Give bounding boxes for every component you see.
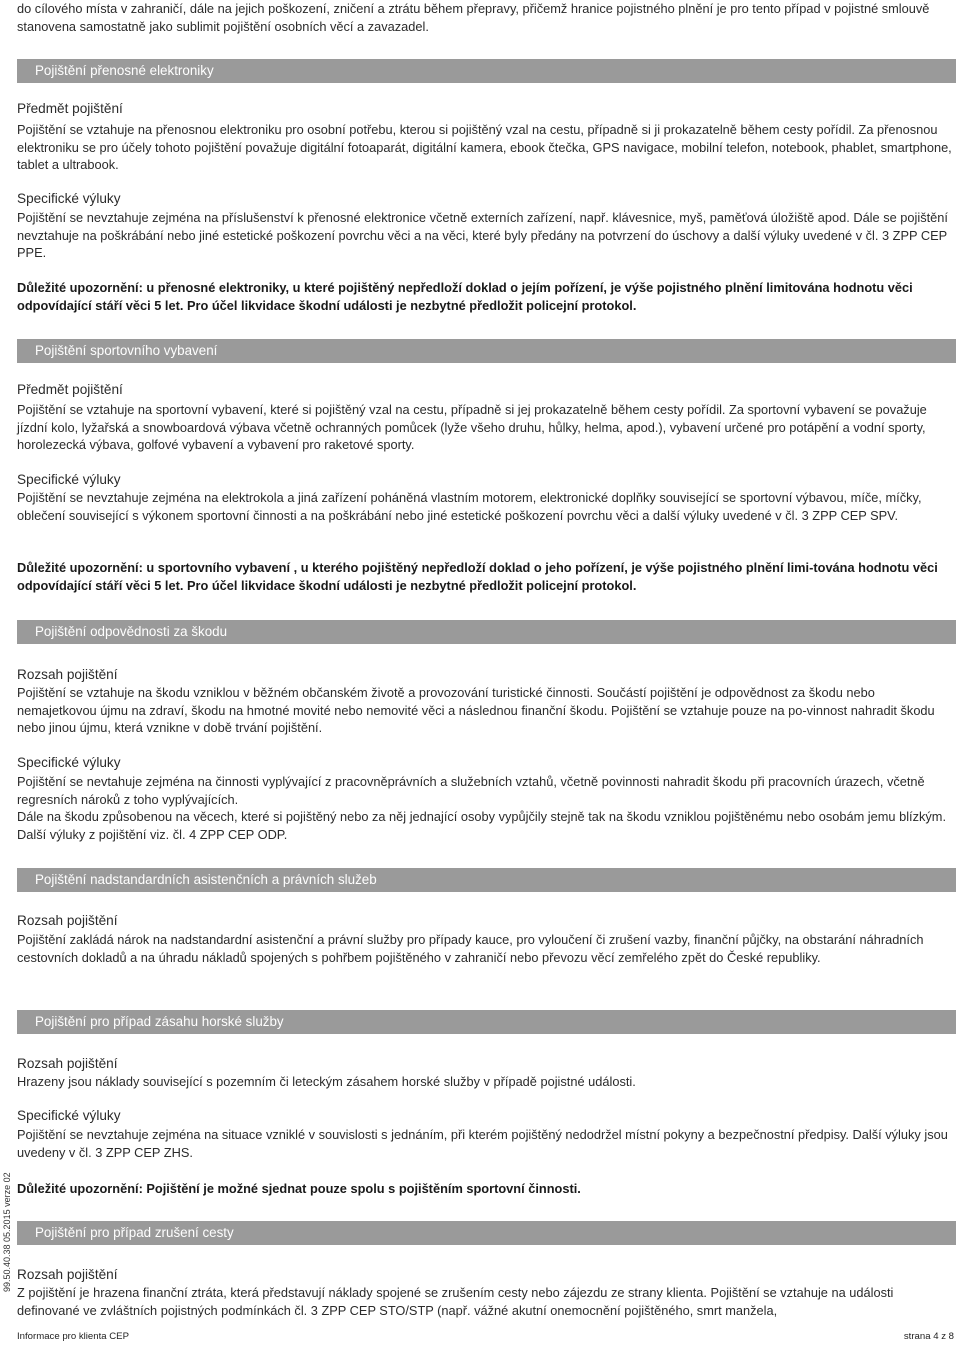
exclusions-text2-liability: Dále na škodu způsobenou na věcech, které si pojištěný nebo za něj jednající osoby vypůjčily stejně tak na škodu vzniklou pojištěnému nebo osobám jemu blízkým. Další výluky z pojištění viz. čl. 4 ZPP CEP ODP. — [17, 809, 947, 842]
scope-title-assistance: Rozsah pojištění — [17, 913, 118, 928]
section-header-electronics: Pojištění přenosné elektroniky — [17, 59, 956, 83]
notice-label: Důležité upozornění: — [17, 560, 143, 575]
notice-electronics — [17, 279, 955, 314]
notice-sports — [17, 559, 955, 594]
section-header-mountain: Pojištění pro případ zásahu horské služby — [17, 1010, 956, 1034]
section-header-sports: Pojištění sportovního vybavení — [17, 339, 956, 363]
exclusions-text-liability: Pojištění se nevtahuje zejména na činnosti vyplývající z pracovněprávních a služebních vztahů, včetně povinnosti nahradit škodu při pracovních úrazech, včetně regresních nároků z toho vyplývajících. — [17, 774, 925, 807]
scope-text-cancellation: Z pojištění je hrazena finanční ztráta, která představují náklady spojené se zrušením cesty nebo zájezdu ze strany klienta. Pojištění se vztahuje na události definované ve zvláštních pojistných podmínkách čl. 3 ZPP CEP STO/STP (např. vážné akutní onemocnění pojištěného, smrt manžela, — [17, 1285, 894, 1318]
subject-text-electronics: Pojištění se vztahuje na přenosnou elektroniku pro osobní potřebu, kterou si pojištěný vzal na cestu, případně si ji prokazatelně během cesty pořídil. Za přenosnou elektroniku se pro účely tohoto pojištění považuje digitální fotoaparát, digitální kamera, ebook čtečka, GPS navigace, mobilní telefon, notebook, phablet, smartphone, tablet a ultrabook. — [17, 122, 952, 172]
section-header-assistance: Pojištění nadstandardních asistenčních a právních služeb — [17, 868, 956, 892]
exclusions-text-sports: Pojištění se nevztahuje zejména na elektrokola a jiná zařízení poháněná vlastním motorem, elektronické doplňky související se sportovní výbavou, míče, míčky, oblečení související s výkonem sportovní činnosti a na poškrábání nebo jiné estetické poškození povrchu věci a další výluky uvedené v čl. 3 ZPP CEP SPV. — [17, 490, 922, 523]
exclusions-title-mountain: Specifické výluky — [17, 1108, 121, 1123]
notice-text: u sportovního vybavení , u kterého pojištěný nepředloží doklad o jeho pořízení, je výše pojistného plnění limi-tována hodnotu věci odpovídající stáří věci 5 let. Pro účel likvidace škodní události je nezbytné předložit policejní protokol. — [17, 560, 938, 593]
exclusions-text-electronics: Pojištění se nevztahuje zejména na příslušenství k přenosné elektronice včetně externích zařízení, např. klávesnice, myš, paměťová úložiště apod. Dále se pojištění nevztahuje na poškrábání nebo jiné estetické poškození povrchu věci a na věci, které byly předány na potvrzení do úschovy a další výluky uvedené v čl. 3 ZPP CEP PPE. — [17, 210, 948, 260]
notice-mountain — [17, 1180, 955, 1198]
section-header-cancellation: Pojištění pro případ zrušení cesty — [17, 1221, 956, 1245]
document-code: 99.50.40.38 05.2015 verze 02 — [2, 1172, 12, 1292]
subject-text-sports: Pojištění se vztahuje na sportovní vybavení, které si pojištěný vzal na cestu, případně si jej prokazatelně během cesty pořídil. Za sportovní vybavení se považuje jízdní kolo, lyžařská a snowboardová výbava včetně ochranných pomůcek (lyže všeho druhu, hůlky, helma, apod.), vybavení určené pro potápění a vodní sporty, horolezecká výbava, golfové vybavení a vybavení pro raketové sporty. — [17, 402, 927, 452]
subject-title-sports: Předmět pojištění — [17, 382, 123, 397]
exclusions-title-liability: Specifické výluky — [17, 755, 121, 770]
section-header-liability: Pojištění odpovědnosti za škodu — [17, 620, 956, 644]
notice-label: Důležité upozornění: — [17, 280, 143, 295]
scope-text-liability: Pojištění se vztahuje na škodu vzniklou v běžném občanském životě a provozování turistické činnosti. Součástí pojištění je odpovědnost za škodu nebo nemajetkovou újmu na zdraví, škodu na hmotné movité nebo nemovité věci a následnou finanční škodu. Pojištění se vztahuje pouze na po-vinnost nahradit škodu nebo jinou újmu, která vznikne v době trvání pojištění. — [17, 685, 935, 735]
notice-text: Pojištění je možné sjednat pouze spolu s pojištěním sportovní činnosti. — [142, 1181, 581, 1196]
subject-title-electronics: Předmět pojištění — [17, 101, 123, 116]
page-number: strana 4 z 8 — [903, 1331, 954, 1342]
exclusions-title-sports: Specifické výluky — [17, 472, 121, 487]
scope-text-assistance: Pojištění zakládá nárok na nadstandardní asistenční a právní služby pro případy kauce, pro vyloučení či zrušení vazby, finanční půjčky, na obstarání náhradních cestovních dokladů a na úhradu nákladů spojených s pohřbem pojištěného v zahraničí nebo převozu věcí zemřelého zpět do České republiky. — [17, 932, 924, 965]
notice-text: u přenosné elektroniky, u které pojištěný nepředloží doklad o jejím pořízení, je výše pojistného plnění limitována hodnotu věci odpovídající stáří věci 5 let. Pro účel likvidace škodní události je nezbytné předložit policejní protokol. — [17, 280, 913, 313]
notice-label: Důležité upozornění: — [17, 1181, 143, 1196]
footer-left: Informace pro klienta CEP — [17, 1331, 129, 1342]
intro-paragraph: do cílového místa v zahraničí, dále na jejich poškození, zničení a ztrátu během přepravy, přičemž hranice pojistného plnění je pro tento případ v pojistné smlouvě stanovena samostatně jako sublimit pojištění osobních věcí a zavazadel. — [17, 1, 930, 34]
scope-title-liability: Rozsah pojištění — [17, 667, 118, 682]
scope-title-mountain: Rozsah pojištění — [17, 1056, 118, 1071]
scope-text-mountain: Hrazeny jsou náklady související s pozemním či leteckým zásahem horské služby v případě pojistné události. — [17, 1074, 636, 1089]
scope-title-cancellation: Rozsah pojištění — [17, 1267, 118, 1282]
exclusions-text-mountain: Pojištění se nevztahuje zejména na situace vzniklé v souvislosti s jednáním, při kterém pojištěný nedodržel místní pokyny a bezpečnostní předpisy. Další výluky jsou uvedeny v čl. 3 ZPP CEP ZHS. — [17, 1127, 948, 1160]
exclusions-title-electronics: Specifické výluky — [17, 191, 121, 206]
